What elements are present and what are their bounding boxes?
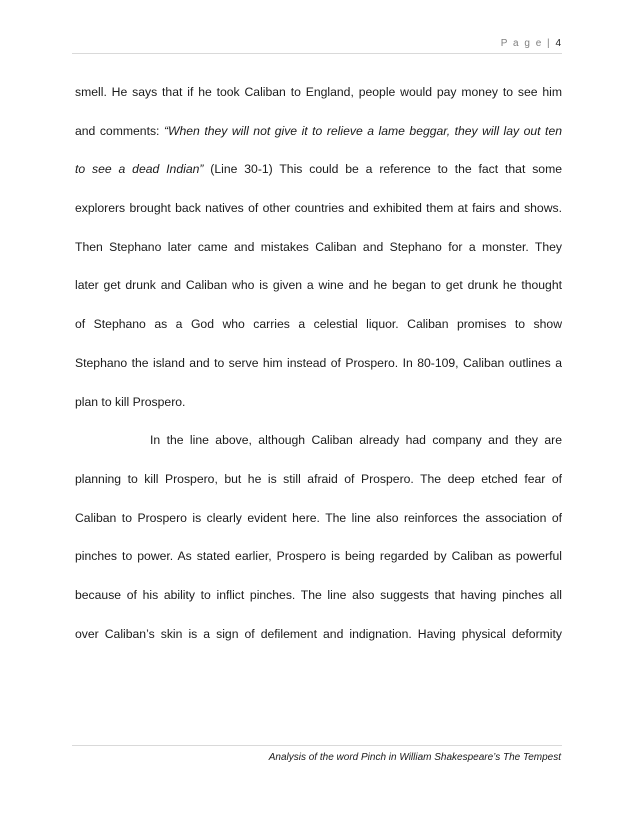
footer-rule (72, 745, 562, 746)
body-line: Caliban to Prospero is clearly evident here. The line also reinforces the association of (75, 510, 562, 525)
page-label: P a g e (500, 38, 543, 49)
quotation: to see a dead Indian” (75, 162, 204, 177)
header-separator: | (547, 38, 552, 49)
page-number: 4 (555, 38, 561, 49)
body-line-last: plan to kill Prospero. (75, 394, 186, 409)
body-line: over Caliban’s skin is a sign of defilement and indignation. Having physical deformity (75, 626, 562, 641)
body-line: planning to kill Prospero, but he is still afraid of Prospero. The deep etched fear of (75, 471, 562, 486)
body-line: Then Stephano later came and mistakes Caliban and Stephano for a monster. They (75, 239, 562, 254)
body-line: because of his ability to inflict pinches. The line also suggests that having pinches all (75, 587, 562, 602)
body-line: pinches to power. As stated earlier, Prospero is being regarded by Caliban as powerful (75, 549, 562, 564)
body-line: smell. He says that if he took Caliban to England, people would pay money to see him (75, 85, 562, 99)
body-line: explorers brought back natives of other countries and exhibited them at fairs and shows. (75, 201, 562, 216)
body-line: of Stephano as a God who carries a celestial liquor. Caliban promises to show (75, 317, 562, 332)
quotation: “When they will not give it to relieve a lame beggar, they will lay out ten (163, 123, 562, 138)
body-text (75, 80, 562, 660)
page-footer: Analysis of the word Pinch in William Shakespeare’s The Tempest (268, 752, 561, 763)
header-rule (72, 53, 562, 54)
body-line: Stephano the island and to serve him instead of Prospero. In 80-109, Caliban outlines a (75, 355, 562, 370)
body-line-indented: In the line above, although Caliban already had company and they are (150, 433, 562, 448)
body-line: and comments: “When they will not give it to relieve a lame beggar, they will lay out ten (75, 123, 562, 138)
body-line: to see a dead Indian” (Line 30-1) This could be a reference to the fact that some (75, 162, 562, 177)
page-header (501, 38, 561, 49)
body-line: later get drunk and Caliban who is given a wine and he began to get drunk he thought (75, 278, 562, 293)
